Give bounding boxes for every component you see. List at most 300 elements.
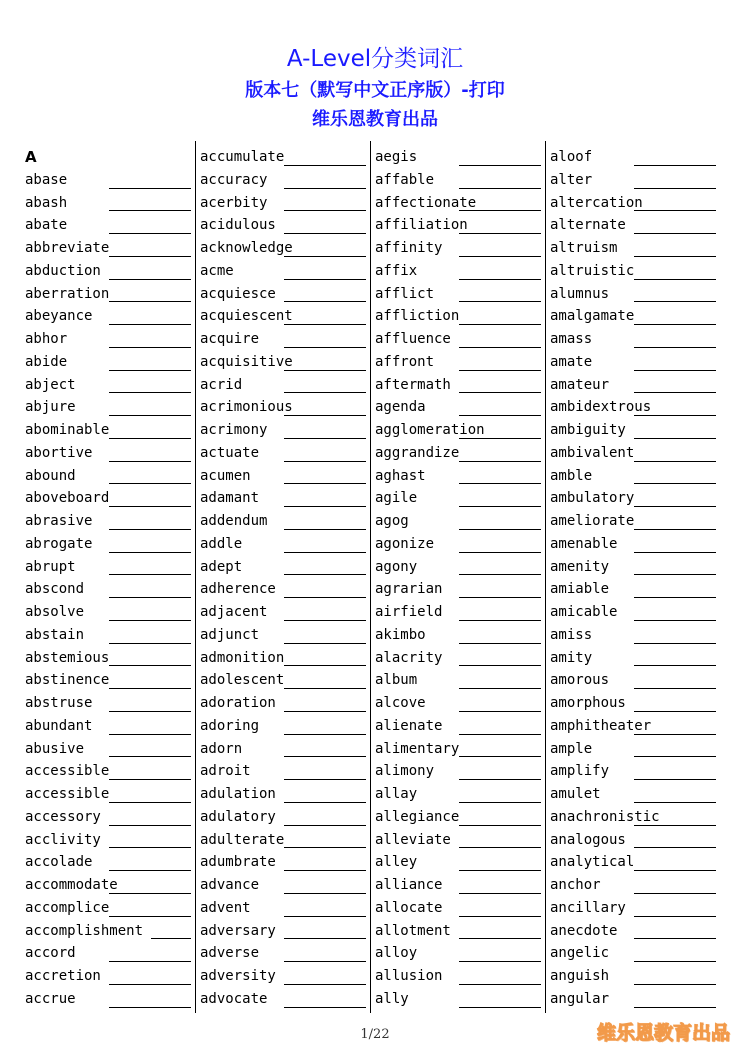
vocab-row [375, 373, 547, 396]
vocab-row [25, 327, 197, 350]
vocab-word: adoration [200, 695, 276, 711]
vocab-word: anachronistic [550, 808, 660, 825]
answer-blank [284, 938, 366, 939]
vocab-word: abide [25, 353, 68, 370]
vocab-word: affront [375, 353, 435, 370]
vocab-row [25, 486, 197, 509]
vocab-word: advent [200, 899, 251, 916]
answer-blank [109, 779, 191, 780]
vocab-word: abstinence [25, 672, 110, 689]
answer-blank [459, 734, 541, 735]
vocab-word: analogous [550, 831, 626, 848]
answer-blank [634, 506, 716, 507]
answer-blank [109, 529, 191, 530]
vocab-word: addendum [200, 513, 268, 529]
vocab-row [550, 828, 722, 851]
vocab-word: amity [550, 649, 593, 666]
vocab-row [550, 327, 722, 350]
vocab-row [550, 805, 722, 828]
vocab-word: abbreviate [25, 240, 110, 256]
vocab-row [550, 759, 722, 782]
vocab-word: accomplishment [25, 922, 144, 939]
vocab-row [550, 714, 722, 737]
vocab-word: adjacent [200, 604, 268, 620]
vocab-row [550, 191, 722, 214]
vocab-row [200, 555, 372, 578]
vocab-word: adept [200, 558, 243, 575]
vocab-row [25, 373, 197, 396]
vocab-word: agglomeration [375, 422, 485, 438]
vocab-row [550, 941, 722, 964]
answer-blank [109, 825, 191, 826]
vocab-row [25, 714, 197, 737]
vocab-word: alimentary [375, 740, 460, 757]
vocab-word: acrimonious [200, 399, 293, 416]
vocab-row [550, 987, 722, 1010]
answer-blank [109, 643, 191, 644]
vocab-row [550, 350, 722, 373]
answer-blank [109, 665, 191, 666]
vocab-row [550, 623, 722, 646]
vocab-word: accord [25, 945, 76, 962]
answer-blank [151, 938, 191, 939]
answer-blank [634, 961, 716, 962]
vocab-word: acrid [200, 376, 243, 393]
vocab-word: afflict [375, 285, 435, 302]
answer-blank [284, 529, 366, 530]
vocab-word: analytical [550, 854, 635, 871]
answer-blank [634, 688, 716, 689]
answer-blank [634, 1007, 716, 1008]
vocab-row [25, 873, 197, 896]
answer-blank [284, 301, 366, 302]
answer-blank [284, 1007, 366, 1008]
vocab-row [550, 668, 722, 691]
answer-blank [459, 483, 541, 484]
vocab-row [25, 850, 197, 873]
vocab-row [550, 168, 722, 191]
answer-blank [634, 392, 716, 393]
vocab-row [550, 441, 722, 464]
vocab-word: amenable [550, 535, 618, 552]
vocab-row [200, 668, 372, 691]
vocab-word: aegis [375, 149, 418, 165]
vocab-word: affinity [375, 240, 443, 256]
vocab-row [25, 964, 197, 987]
vocab-row [200, 737, 372, 760]
answer-blank [284, 597, 366, 598]
vocab-row [550, 304, 722, 327]
vocab-word: abundant [25, 717, 93, 734]
answer-blank [459, 529, 541, 530]
vocab-word: affliction [375, 308, 460, 325]
vocab-row [200, 191, 372, 214]
vocab-word: amorous [550, 672, 610, 689]
answer-blank [459, 461, 541, 462]
answer-blank [634, 574, 716, 575]
vocab-row [375, 395, 547, 418]
vocab-row [200, 304, 372, 327]
vocab-row [375, 213, 547, 236]
vocab-row [25, 987, 197, 1010]
vocab-word: abortive [25, 444, 93, 461]
answer-blank [459, 188, 541, 189]
vocab-row [375, 464, 547, 487]
vocab-row [25, 759, 197, 782]
vocab-word: altruistic [550, 262, 635, 279]
answer-blank [109, 893, 191, 894]
vocab-word: agenda [375, 399, 426, 416]
vocab-word: abusive [25, 740, 85, 757]
document-title: A-Level分类词汇 [286, 46, 464, 72]
answer-blank [459, 665, 541, 666]
vocab-row [200, 964, 372, 987]
vocab-row [200, 714, 372, 737]
vocab-row [375, 509, 547, 532]
vocab-word: accomplice [25, 899, 110, 916]
vocab-word: acquiesce [200, 285, 276, 302]
vocab-row [200, 236, 372, 259]
answer-blank [284, 734, 366, 735]
vocab-word: angelic [550, 945, 610, 962]
answer-blank [109, 347, 191, 348]
vocab-row [25, 782, 197, 805]
vocab-row [550, 577, 722, 600]
vocab-word: adamant [200, 490, 260, 507]
vocab-word: abound [25, 467, 76, 484]
vocab-word: aggrandize [375, 444, 460, 461]
answer-blank [459, 802, 541, 803]
answer-blank [459, 961, 541, 962]
vocab-word: amble [550, 467, 593, 484]
vocab-word: amateur [550, 376, 610, 393]
answer-blank [459, 847, 541, 848]
vocab-word: amass [550, 331, 593, 347]
answer-blank [284, 506, 366, 507]
answer-blank [109, 188, 191, 189]
vocab-row [550, 782, 722, 805]
vocab-word: amiable [550, 581, 610, 598]
vocab-word: altercation [550, 194, 643, 211]
answer-blank [109, 415, 191, 416]
vocab-word: amate [550, 353, 593, 370]
vocab-word: acme [200, 262, 234, 279]
vocab-word: altruism [550, 240, 618, 256]
vocab-row [200, 873, 372, 896]
vocab-word: ancillary [550, 899, 626, 916]
vocab-row [200, 600, 372, 623]
vocab-row [375, 850, 547, 873]
vocab-row [25, 236, 197, 259]
vocab-row [375, 623, 547, 646]
vocab-row [550, 737, 722, 760]
answer-blank [109, 392, 191, 393]
answer-blank [109, 1007, 191, 1008]
answer-blank [459, 597, 541, 598]
vocab-word: akimbo [375, 626, 426, 643]
answer-blank [634, 483, 716, 484]
vocab-word: alcove [375, 695, 426, 711]
vocab-word: abrupt [25, 558, 76, 575]
vocab-row [375, 964, 547, 987]
vocab-row [375, 304, 547, 327]
vocab-word: abscond [25, 581, 85, 598]
answer-blank [634, 893, 716, 894]
answer-blank [634, 188, 716, 189]
vocab-row [25, 600, 197, 623]
vocab-word: abeyance [25, 308, 93, 325]
vocab-word: affiliation [375, 217, 468, 234]
vocab-word: advocate [200, 990, 268, 1007]
answer-blank [634, 165, 716, 166]
answer-blank [634, 324, 716, 325]
vocab-word: acidulous [200, 217, 276, 234]
vocab-row [375, 282, 547, 305]
answer-blank [284, 415, 366, 416]
vocab-row [200, 509, 372, 532]
vocab-word: alliance [375, 877, 443, 893]
vocab-word: alienate [375, 717, 443, 734]
vocab-row [550, 282, 722, 305]
answer-blank [284, 847, 366, 848]
vocab-row [200, 259, 372, 282]
vocab-row [25, 213, 197, 236]
vocab-word: adulation [200, 786, 276, 802]
vocab-row [25, 395, 197, 418]
vocab-word: acquisitive [200, 353, 293, 370]
answer-blank [634, 597, 716, 598]
vocab-row [25, 168, 197, 191]
vocab-word: alloy [375, 945, 418, 962]
vocab-word: affectionate [375, 194, 477, 211]
answer-blank [459, 893, 541, 894]
vocab-row [375, 418, 547, 441]
answer-blank [284, 870, 366, 871]
vocab-row [25, 646, 197, 669]
answer-blank [459, 620, 541, 621]
vocab-word: allegiance [375, 808, 460, 825]
answer-blank [459, 506, 541, 507]
answer-blank [109, 506, 191, 507]
word-column-3 [375, 145, 547, 1010]
vocab-row [25, 555, 197, 578]
vocab-row [200, 896, 372, 919]
answer-blank [284, 961, 366, 962]
answer-blank [109, 461, 191, 462]
vocab-word: actuate [200, 444, 260, 461]
vocab-row [375, 441, 547, 464]
vocab-word: acquiescent [200, 308, 293, 325]
answer-blank [284, 984, 366, 985]
vocab-row [375, 668, 547, 691]
answer-blank [634, 301, 716, 302]
vocab-word: agony [375, 558, 418, 575]
vocab-row [375, 896, 547, 919]
answer-blank [109, 233, 191, 234]
answer-blank [109, 916, 191, 917]
vocab-row [25, 304, 197, 327]
vocab-word: ambiguity [550, 422, 626, 438]
vocab-row [200, 373, 372, 396]
publisher-line: 维乐恩教育出品 [312, 109, 438, 130]
answer-blank [459, 233, 541, 234]
vocab-word: adorn [200, 740, 243, 757]
vocab-row [550, 964, 722, 987]
vocab-row [375, 805, 547, 828]
answer-blank [634, 210, 716, 211]
answer-blank [284, 392, 366, 393]
answer-blank [284, 324, 366, 325]
vocab-word: anchor [550, 877, 601, 893]
vocab-row [200, 532, 372, 555]
answer-blank [284, 643, 366, 644]
answer-blank [459, 711, 541, 712]
vocab-word: ambulatory [550, 490, 635, 507]
vocab-word: addle [200, 535, 243, 552]
answer-blank [634, 665, 716, 666]
vocab-word: amphitheater [550, 717, 652, 734]
vocab-word: amicable [550, 604, 618, 620]
vocab-row [550, 873, 722, 896]
vocab-row [25, 464, 197, 487]
vocab-row [550, 919, 722, 942]
answer-blank [459, 870, 541, 871]
answer-blank [459, 984, 541, 985]
answer-blank [109, 711, 191, 712]
answer-blank [109, 984, 191, 985]
vocab-row [550, 213, 722, 236]
watermark-logo: 维乐恩教育出品 [596, 1022, 730, 1044]
answer-blank [284, 233, 366, 234]
vocab-word: allotment [375, 922, 451, 939]
vocab-row [200, 782, 372, 805]
answer-blank [284, 665, 366, 666]
answer-blank [109, 483, 191, 484]
answer-blank [634, 779, 716, 780]
answer-blank [459, 415, 541, 416]
answer-blank [459, 916, 541, 917]
vocab-row [200, 987, 372, 1010]
vocab-word: adoring [200, 717, 260, 734]
answer-blank [284, 688, 366, 689]
vocab-word: angular [550, 990, 610, 1007]
vocab-row [200, 850, 372, 873]
vocab-row [375, 782, 547, 805]
answer-blank [284, 779, 366, 780]
answer-blank [284, 438, 366, 439]
vocab-word: alimony [375, 763, 435, 780]
vocab-word: accuracy [200, 171, 268, 188]
answer-blank [459, 779, 541, 780]
answer-blank [284, 347, 366, 348]
answer-blank [109, 597, 191, 598]
vocab-word: aberration [25, 285, 110, 302]
document-subtitle: 版本七（默写中文正序版）-打印 [245, 80, 505, 101]
vocab-word: anguish [550, 968, 610, 984]
answer-blank [459, 324, 541, 325]
answer-blank [459, 1007, 541, 1008]
word-column-1 [25, 145, 197, 1010]
vocab-row [550, 236, 722, 259]
vocab-word: ambidextrous [550, 399, 652, 416]
vocab-word: abstruse [25, 695, 93, 711]
vocab-row [25, 896, 197, 919]
vocab-row [375, 486, 547, 509]
answer-blank [284, 370, 366, 371]
vocab-row [200, 828, 372, 851]
vocab-row [25, 145, 197, 168]
answer-blank [459, 688, 541, 689]
answer-blank [109, 870, 191, 871]
vocab-word: accumulate [200, 149, 285, 165]
vocab-word: alleviate [375, 831, 451, 848]
vocab-word: alumnus [550, 285, 610, 302]
vocab-word: amulet [550, 786, 601, 802]
answer-blank [284, 825, 366, 826]
answer-blank [284, 483, 366, 484]
answer-blank [634, 347, 716, 348]
vocab-word: adversary [200, 922, 276, 939]
vocab-row [200, 577, 372, 600]
word-column-4 [550, 145, 722, 1010]
vocab-word: agile [375, 490, 418, 507]
answer-blank [109, 210, 191, 211]
vocab-word: aloof [550, 149, 593, 165]
vocab-word: acumen [200, 467, 251, 484]
vocab-word: absolve [25, 604, 85, 620]
vocab-word: adumbrate [200, 854, 276, 871]
vocab-row [550, 145, 722, 168]
vocab-word: adverse [200, 945, 260, 962]
vocab-row [550, 418, 722, 441]
vocab-row [200, 145, 372, 168]
vocab-word: abduction [25, 262, 101, 279]
answer-blank [284, 461, 366, 462]
answer-blank [459, 347, 541, 348]
answer-blank [634, 279, 716, 280]
vocab-word: abhor [25, 331, 68, 347]
vocab-row [25, 828, 197, 851]
vocab-row [550, 850, 722, 873]
vocab-row [375, 327, 547, 350]
vocab-word: agog [375, 513, 409, 529]
answer-blank [109, 688, 191, 689]
vocab-word: adulterate [200, 831, 285, 848]
vocab-word: amalgamate [550, 308, 635, 325]
answer-blank [284, 756, 366, 757]
vocab-row [550, 509, 722, 532]
vocab-word: accommodate [25, 877, 118, 893]
vocab-row [375, 646, 547, 669]
vocab-word: accolade [25, 854, 93, 871]
vocab-row [550, 464, 722, 487]
vocab-row [375, 987, 547, 1010]
vocab-word: adroit [200, 763, 251, 780]
vocab-row [25, 919, 197, 942]
vocab-row [25, 350, 197, 373]
vocab-row [375, 259, 547, 282]
vocab-row [375, 555, 547, 578]
vocab-word: ally [375, 990, 409, 1007]
vocab-row [375, 759, 547, 782]
vocab-row [550, 532, 722, 555]
answer-blank [109, 961, 191, 962]
vocab-word: alternate [550, 217, 626, 234]
vocab-row [25, 191, 197, 214]
vocab-row [375, 236, 547, 259]
vocab-word: abrasive [25, 513, 93, 529]
vocab-word: alacrity [375, 649, 443, 666]
